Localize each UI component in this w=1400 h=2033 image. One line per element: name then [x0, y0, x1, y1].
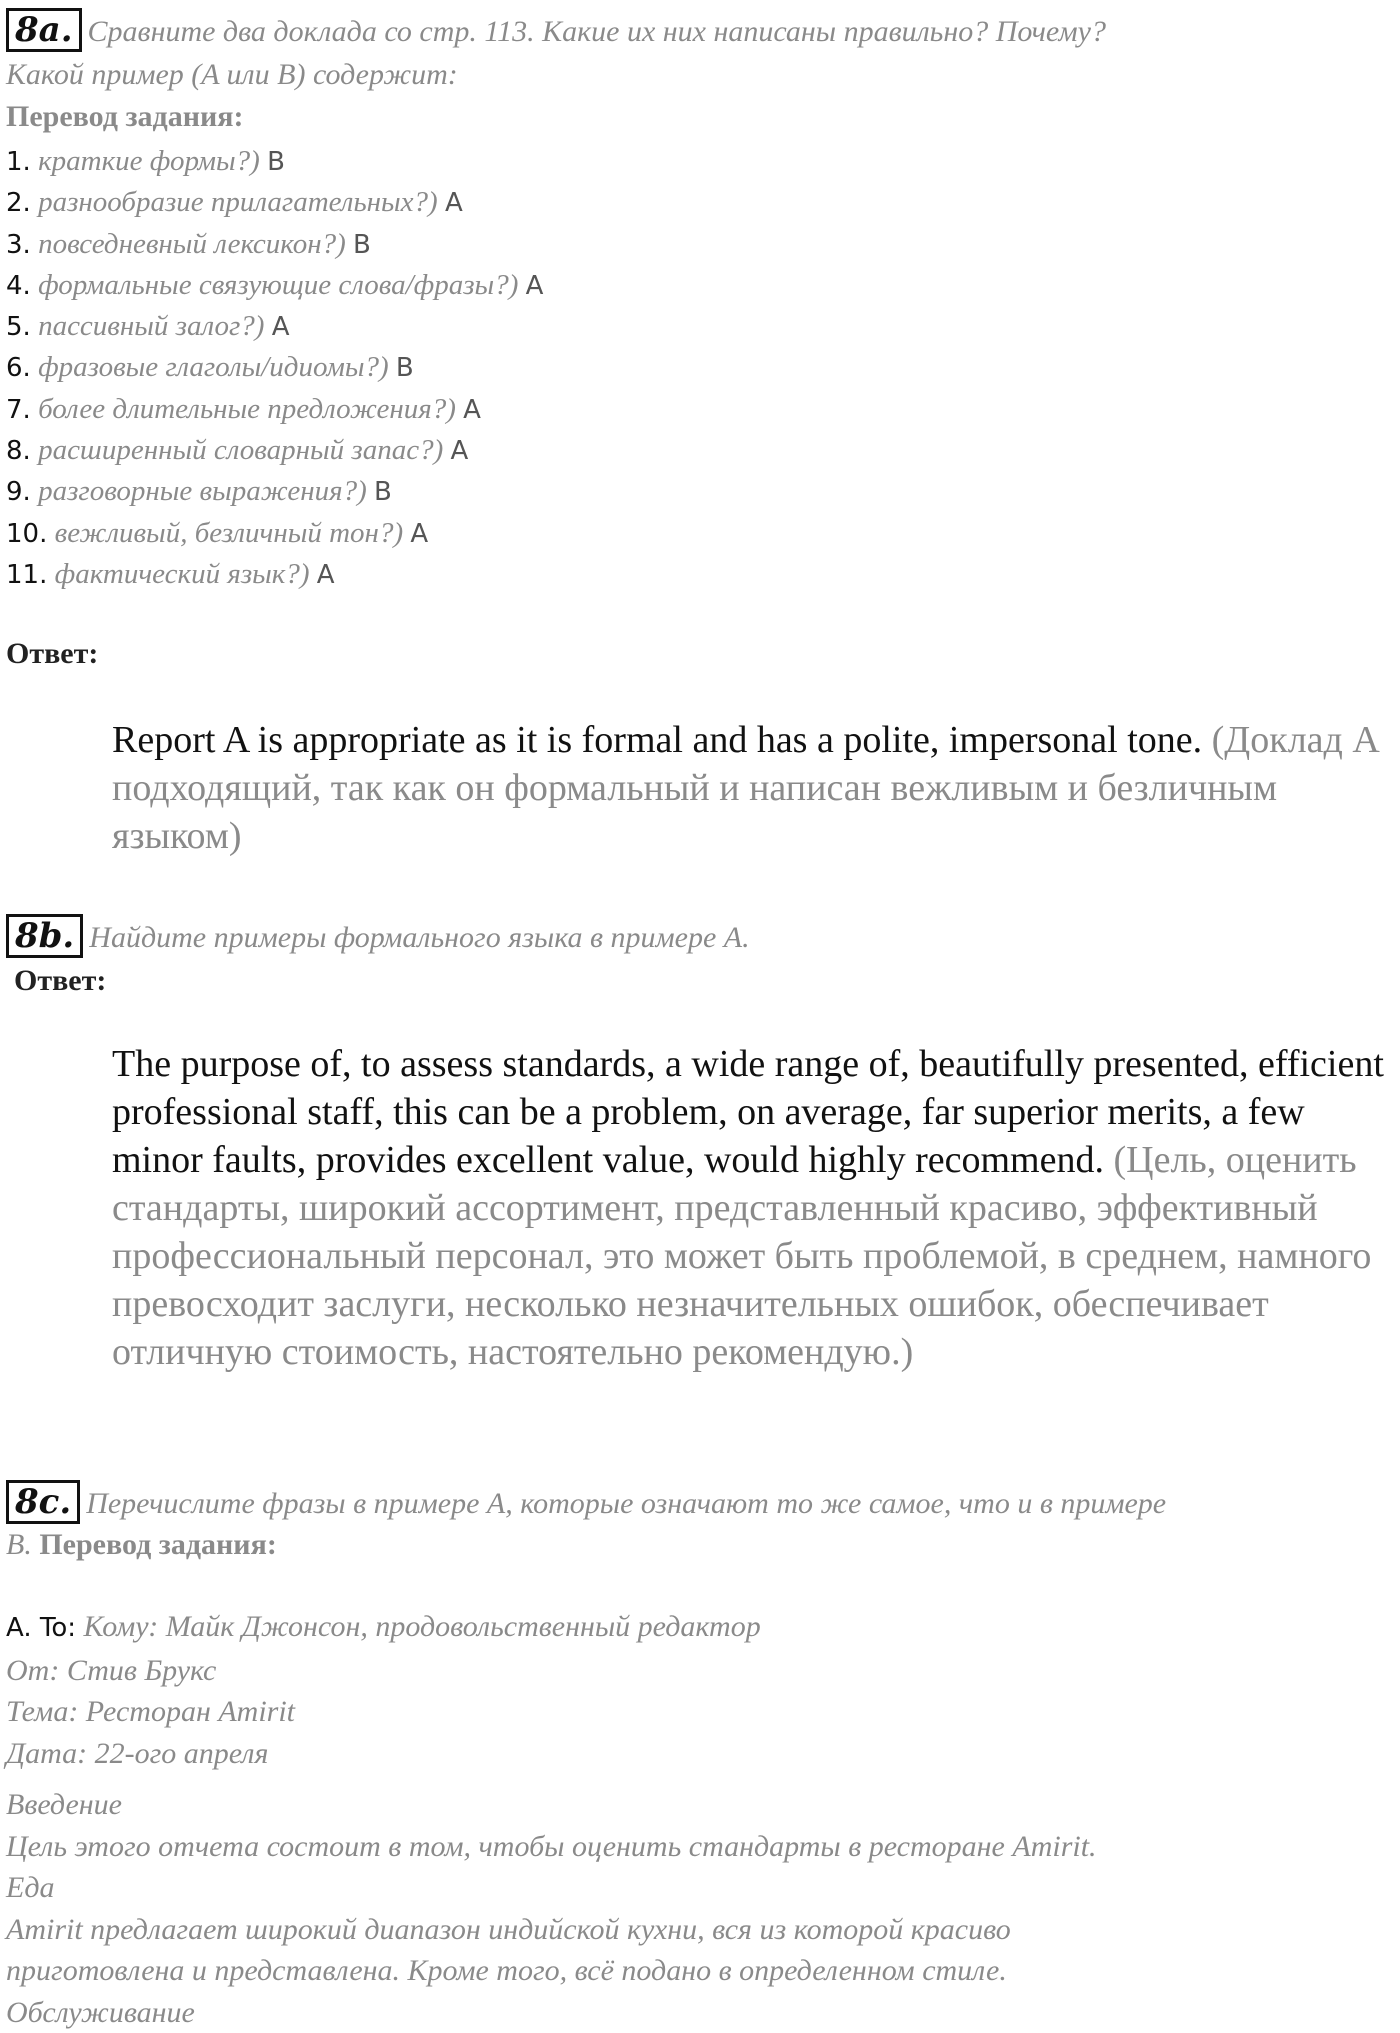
- item-text: формальные связующие слова/фразы?): [38, 269, 518, 301]
- report-line: [6, 1826, 1386, 1868]
- report-line-text: Дата: 22-ого апреля: [6, 1737, 268, 1770]
- report-line-text: Еда: [6, 1871, 55, 1904]
- item-text: фактический язык?): [55, 558, 310, 590]
- item-number: 11.: [6, 560, 47, 590]
- task-instruction: Найдите примеры формального языка в примере A.: [89, 921, 749, 954]
- report-line-text: приготовлена и представлена. Кроме того, всё подано в определенном стиле.: [6, 1954, 1007, 1987]
- answer-english: Report A is appropriate as it is formal and has a polite, impersonal tone.: [112, 719, 1202, 761]
- task-instruction-cont: [6, 1524, 277, 1565]
- answer-english: The purpose of, to assess standards, a wide range of, beautifully presented, efficient professional staff, this can be a problem, on average, far superior merits, a few minor faults, provides excellent value, would highly recommend.: [112, 1043, 1384, 1181]
- item-answer: A: [272, 312, 290, 342]
- item-text: вежливый, безличный тон?): [55, 517, 404, 549]
- item-text: разговорные выражения?): [38, 475, 367, 507]
- to-prefix: A. To:: [6, 1613, 76, 1643]
- list-item: [6, 347, 543, 388]
- report-line: [6, 1784, 1386, 1826]
- report-line: [6, 1733, 1386, 1775]
- task-instruction-tail: B.: [6, 1528, 32, 1561]
- task-badge: 8b.: [6, 914, 83, 958]
- item-text: повседневный лексикон?): [38, 228, 346, 260]
- item-answer: B: [374, 477, 392, 507]
- task-8b-header: [6, 914, 750, 958]
- task-8a-header: [6, 8, 1106, 52]
- item-number: 5.: [6, 312, 31, 342]
- translation-label: Перевод задания:: [6, 96, 243, 137]
- answer-label: Ответ:: [6, 633, 98, 674]
- task-badge: 8c.: [6, 1480, 80, 1524]
- item-number: 2.: [6, 188, 31, 218]
- item-answer: B: [353, 230, 371, 260]
- report-line: [6, 1691, 1386, 1733]
- task-8c-header: [6, 1480, 1166, 1524]
- list-item: [6, 389, 543, 430]
- task-instruction: Перечислите фразы в примере A, которые означают то же самое, что и в примере: [86, 1487, 1166, 1520]
- report-translation: [6, 1606, 1386, 2033]
- item-number: 7.: [6, 395, 31, 425]
- item-answer: A: [445, 188, 463, 218]
- item-text: более длительные предложения?): [38, 393, 456, 425]
- answer-russian: (Доклад A подходящий, так как он формальный и написан вежливым и безличным языком): [112, 719, 1378, 857]
- item-number: 6.: [6, 353, 31, 383]
- list-item: [6, 265, 543, 306]
- answer-label: Ответ:: [14, 960, 106, 1001]
- item-text: расширенный словарный запас?): [38, 434, 443, 466]
- item-number: 3.: [6, 230, 31, 260]
- report-line: [6, 1867, 1386, 1909]
- report-line: [6, 1909, 1386, 1951]
- item-answer: B: [267, 147, 285, 177]
- answer-8b: [112, 1040, 1397, 1376]
- list-item: [6, 471, 543, 512]
- list-item: [6, 141, 543, 182]
- answer-russian: (Цель, оценить стандарты, широкий ассортимент, представленный красиво, эффективный профессиональный персонал, это может быть проблемой, в среднем, намного превосходит заслуги, несколько незначительных ошибок, обеспечивает отличную стоимость, настоятельно рекомендую.): [112, 1139, 1371, 1373]
- report-line: [6, 1950, 1386, 1992]
- item-answer: A: [410, 519, 428, 549]
- task-instruction: Сравните два доклада со стр. 113. Какие их них написаны правильно? Почему?: [88, 15, 1106, 48]
- report-line: [6, 1650, 1386, 1692]
- item-answer: A: [317, 560, 335, 590]
- item-text: фразовые глаголы/идиомы?): [38, 351, 389, 383]
- question-list: [6, 141, 543, 595]
- item-answer: A: [463, 395, 481, 425]
- list-item: [6, 182, 543, 223]
- report-line-text: Введение: [6, 1788, 122, 1821]
- task-badge: 8a.: [6, 8, 82, 52]
- report-line-text: Amirit предлагает широкий диапазон индийской кухни, вся из которой красиво: [6, 1913, 1011, 1946]
- report-line-text: От: Стив Брукс: [6, 1654, 216, 1687]
- task-instruction-cont: Какой пример (A или B) содержит:: [6, 54, 458, 95]
- item-number: 9.: [6, 477, 31, 507]
- report-line-text: Тема: Ресторан Amirit: [6, 1695, 295, 1728]
- item-answer: A: [451, 436, 469, 466]
- item-answer: B: [396, 353, 414, 383]
- report-line-text: Обслуживание: [6, 1996, 195, 2029]
- list-item: [6, 513, 543, 554]
- report-line: [6, 1992, 1386, 2033]
- list-item: [6, 224, 543, 265]
- list-item: [6, 554, 543, 595]
- item-text: пассивный залог?): [38, 310, 264, 342]
- list-item: [6, 306, 543, 347]
- item-text: краткие формы?): [38, 145, 260, 177]
- report-line-text: Цель этого отчета состоит в том, чтобы оценить стандарты в ресторане Amirit.: [6, 1830, 1097, 1863]
- item-answer: A: [526, 271, 544, 301]
- item-number: 4.: [6, 271, 31, 301]
- translation-label: Перевод задания:: [39, 1528, 276, 1561]
- report-line: [6, 1606, 1386, 1650]
- report-line-text: Кому: Майк Джонсон, продовольственный редактор: [84, 1610, 761, 1643]
- item-number: 8.: [6, 436, 31, 466]
- item-text: разнообразие прилагательных?): [38, 186, 438, 218]
- item-number: 10.: [6, 519, 47, 549]
- answer-8a: [112, 716, 1397, 860]
- list-item: [6, 430, 543, 471]
- item-number: 1.: [6, 147, 31, 177]
